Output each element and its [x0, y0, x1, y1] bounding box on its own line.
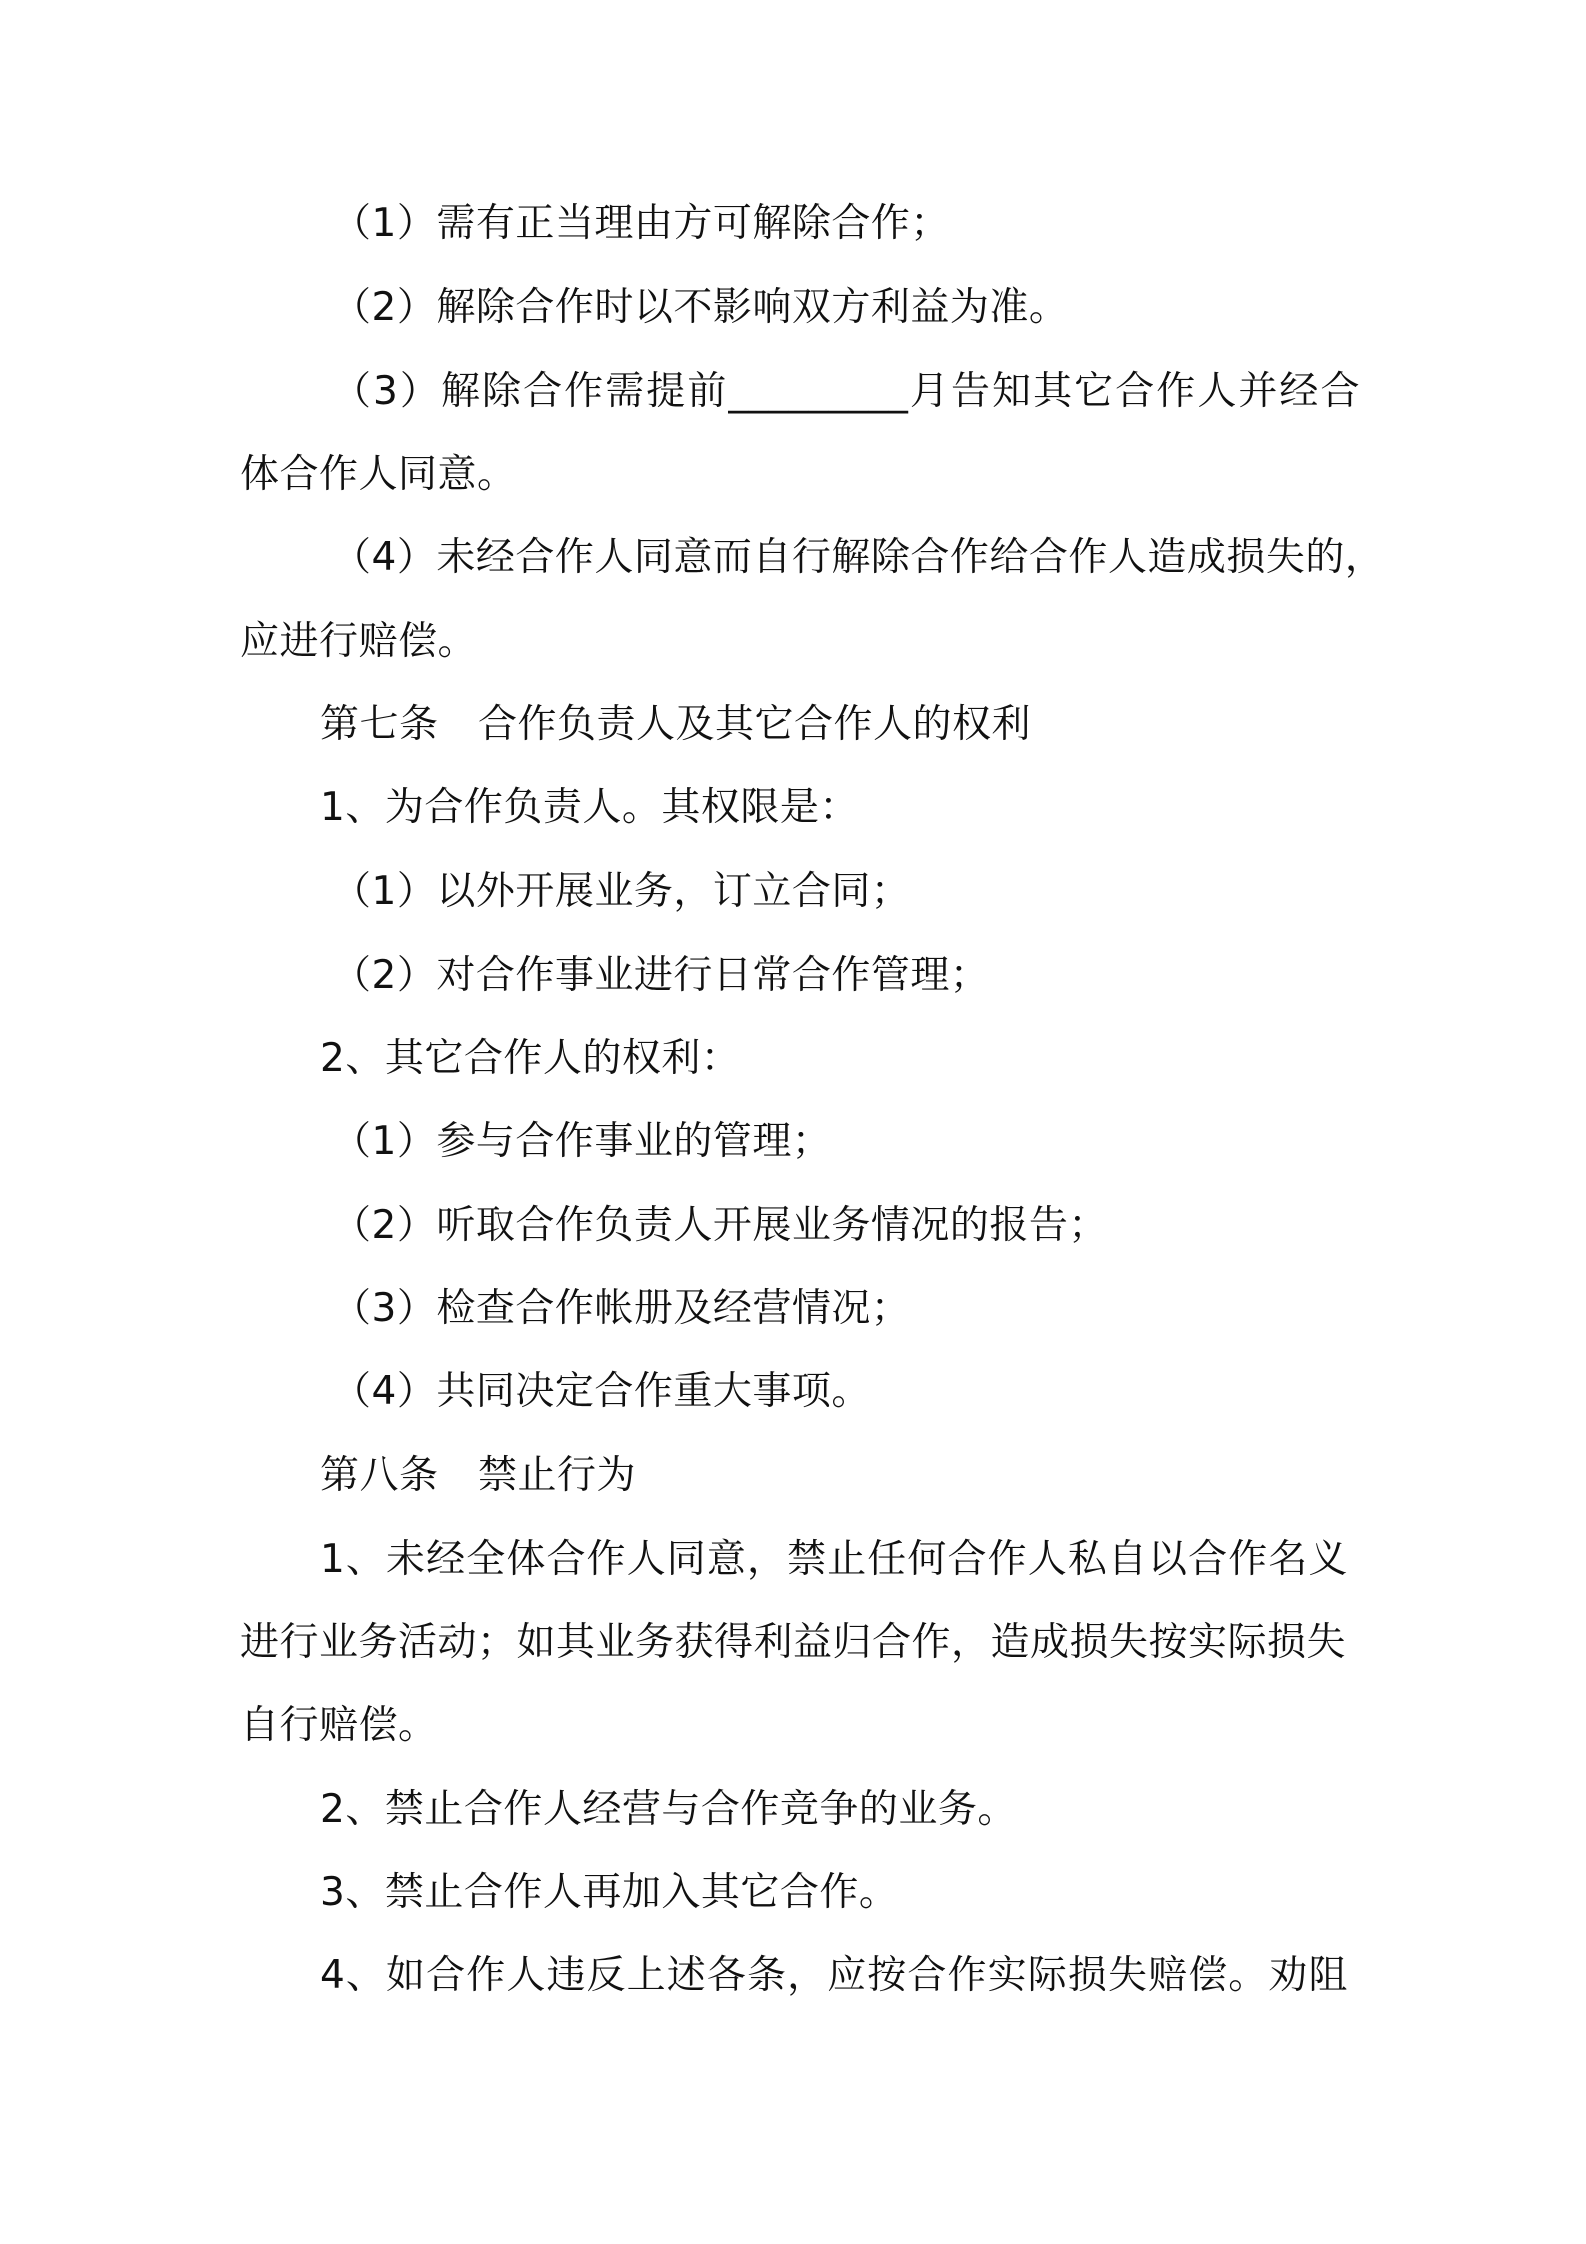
text-line: 体合作人同意。	[240, 452, 517, 497]
text-line: （2）对合作事业进行日常合作管理；	[332, 953, 990, 998]
section-heading: 第八条 禁止行为	[320, 1453, 637, 1498]
text-line: 1、为合作负责人。其权限是：	[320, 785, 859, 830]
text-line: 1、未经全体合作人同意，禁止任何合作人私自以合作名义	[320, 1537, 1348, 1582]
text-line: 4、如合作人违反上述各条，应按合作实际损失赔偿。劝阻	[320, 1953, 1348, 1998]
text-line: 2、禁止合作人经营与合作竞争的业务。	[320, 1787, 1017, 1832]
text-line: 进行业务活动；如其业务获得利益归合作，造成损失按实际损失	[240, 1620, 1347, 1665]
text-line: （3）检查合作帐册及经营情况；	[332, 1286, 911, 1331]
text-line: 2、其它合作人的权利：	[320, 1036, 741, 1081]
text-line: 自行赔偿。	[240, 1703, 438, 1748]
text-line: （4）共同决定合作重大事项。	[332, 1369, 871, 1414]
text-line: （1）参与合作事业的管理；	[332, 1119, 832, 1164]
text-line: （1）以外开展业务，订立合同；	[332, 869, 911, 914]
text-line: （2）听取合作负责人开展业务情况的报告；	[332, 1203, 1108, 1248]
text-line: （3）解除合作需提前_________月告知其它合作人并经合	[332, 369, 1360, 414]
text-line: （2）解除合作时以不影响双方利益为准。	[332, 285, 1069, 330]
text-line: 应进行赔偿。	[240, 619, 478, 664]
text-line: 3、禁止合作人再加入其它合作。	[320, 1870, 899, 1915]
text-line: （1）需有正当理由方可解除合作；	[332, 201, 950, 246]
text-line: （4）未经合作人同意而自行解除合作给合作人造成损失的，	[332, 535, 1385, 580]
section-heading: 第七条 合作负责人及其它合作人的权利	[320, 702, 1032, 747]
